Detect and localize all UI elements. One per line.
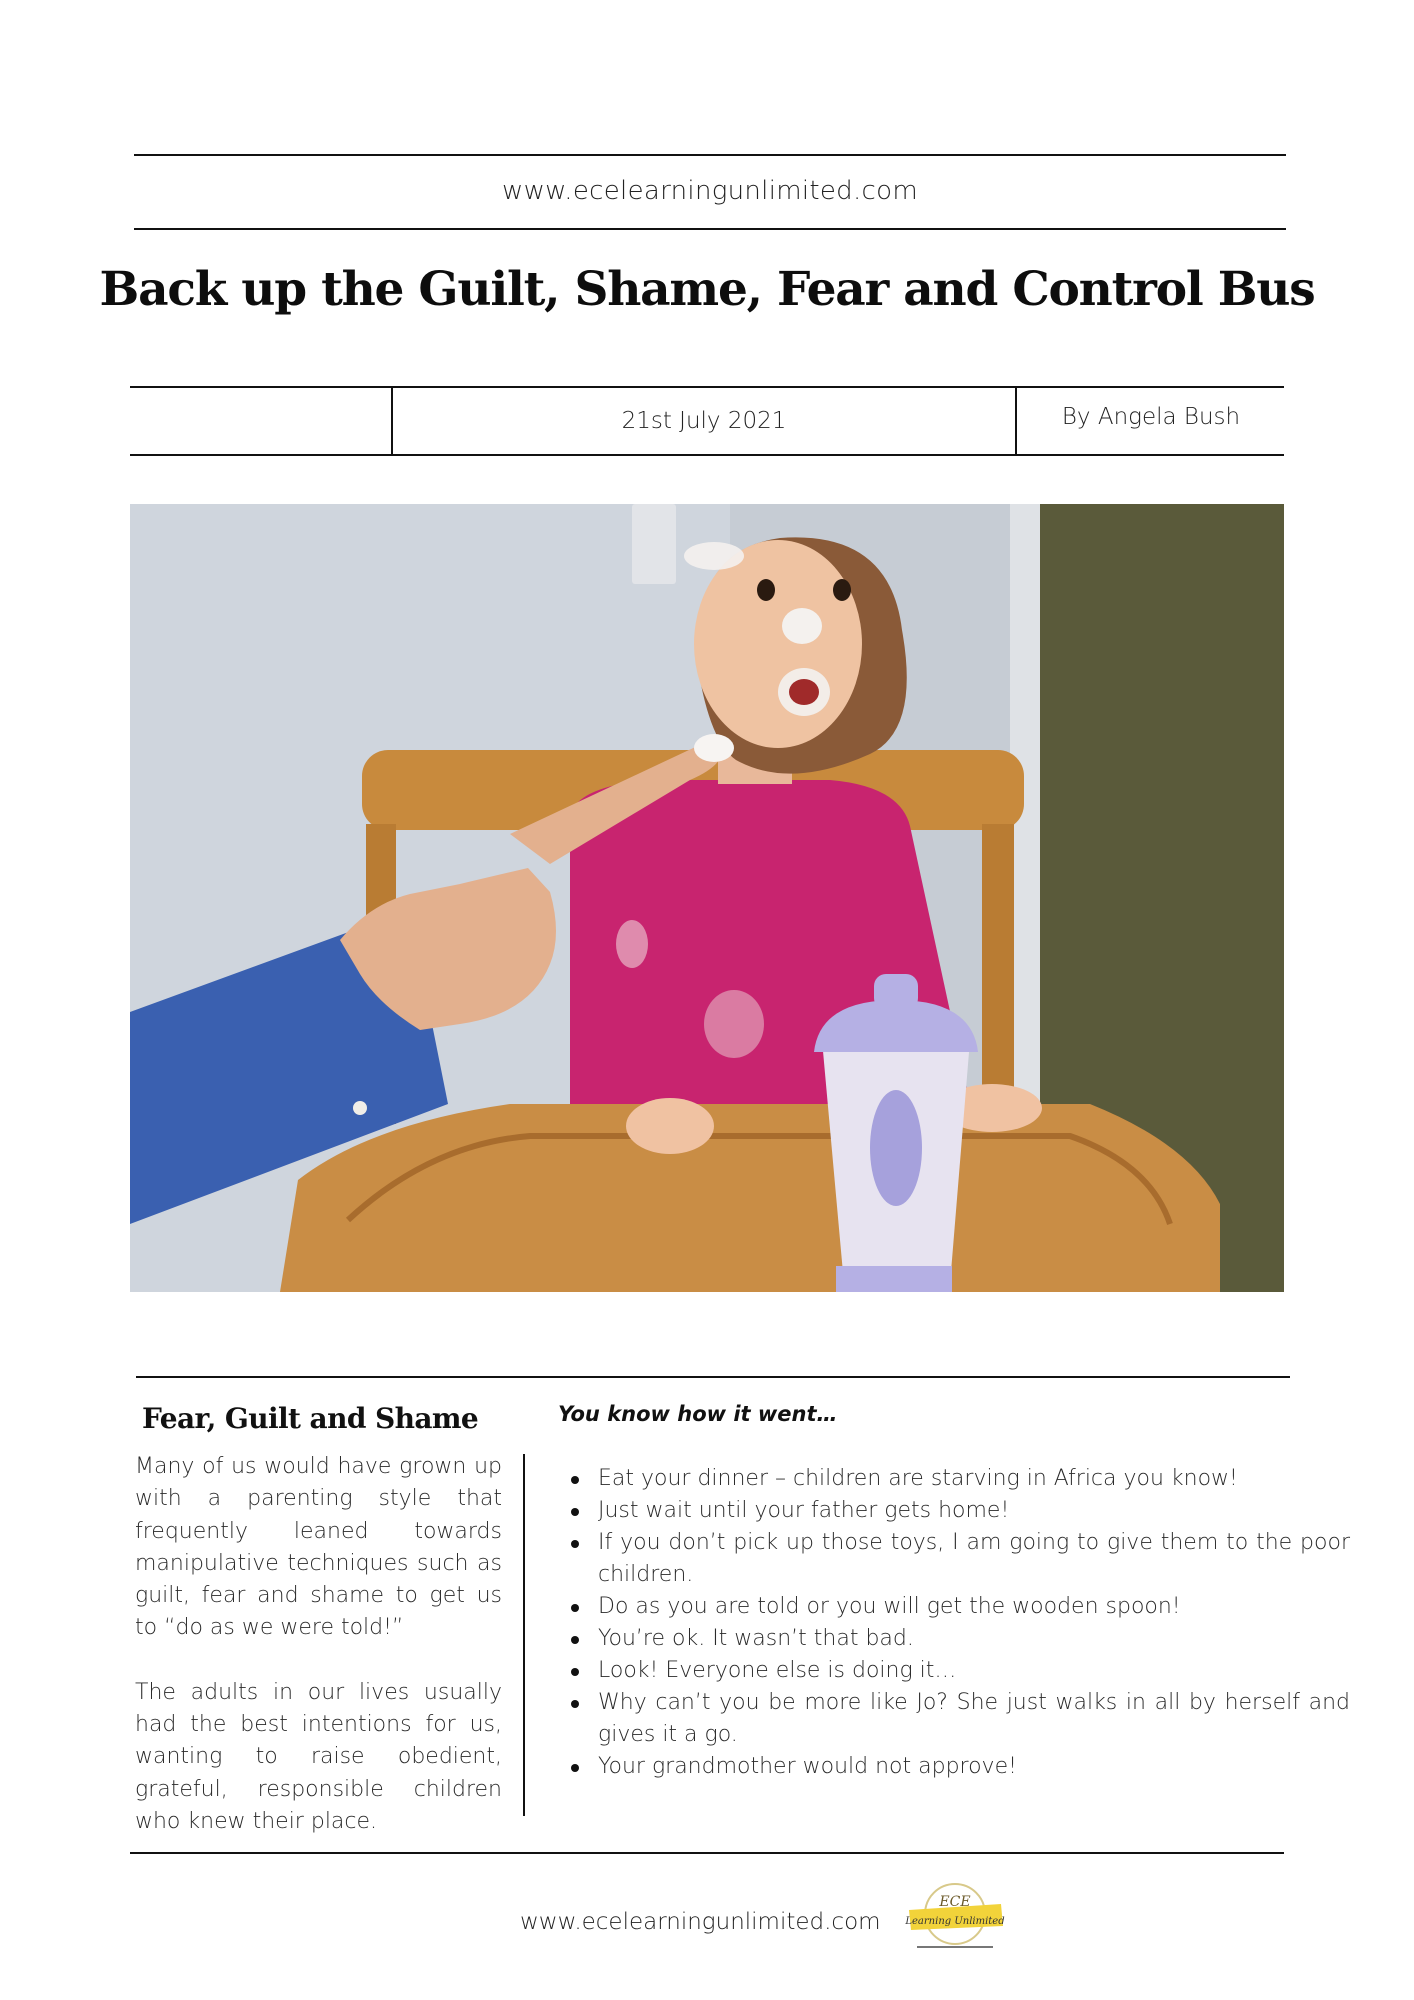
list-item: Eat your dinner – children are starving in Africa you know! [560,1463,1350,1495]
header-rule [134,228,1286,230]
section-top-rule [136,1376,1290,1378]
article-photo [130,504,1284,1292]
article-author: By Angela Bush [1061,404,1241,430]
section-heading: Fear, Guilt and Shame [142,1402,479,1435]
article-date: 21st July 2021 [621,408,787,434]
meta-top-rule [130,386,1284,388]
svg-text:ECE: ECE [939,1894,971,1910]
list-intro: You know how it went… [558,1402,838,1426]
ece-logo [903,1880,1007,1954]
column-divider [523,1454,525,1816]
list-item: Look! Everyone else is doing it… [560,1655,1350,1687]
top-rule [134,154,1286,156]
section-body [135,1451,502,1838]
site-url-bottom: www.ecelearningunlimited.com [520,1909,881,1935]
list-item: You’re ok. It wasn’t that bad. [560,1623,1350,1655]
section-bottom-rule [130,1852,1284,1854]
list-item: If you don’t pick up those toys, I am going to give them to the poor children. [560,1527,1350,1591]
phrases-list [560,1463,1350,1783]
list-item: Your grandmother would not approve! [560,1751,1350,1783]
body-paragraph: Many of us would have grown up with a parenting style that frequently leaned towards manipulative techniques such as guilt, fear and shame to get us to “do as we were told!” [135,1454,502,1641]
site-url-top: www.ecelearningunlimited.com [502,176,918,206]
list-item: Why can’t you be more like Jo? She just walks in all by herself and gives it a go. [560,1687,1350,1751]
list-item: Just wait until your father gets home! [560,1495,1350,1527]
list-item: Do as you are told or you will get the wooden spoon! [560,1591,1350,1623]
body-paragraph: The adults in our lives usually had the best intentions for us, wanting to raise obedient, grateful, responsible children who knew their place. [135,1679,502,1834]
svg-text:Learning Unlimited: Learning Unlimited [905,1916,1005,1927]
meta-bottom-rule [130,454,1284,456]
article-headline: Back up the Guilt, Shame, Fear and Control Bus [99,262,1315,317]
